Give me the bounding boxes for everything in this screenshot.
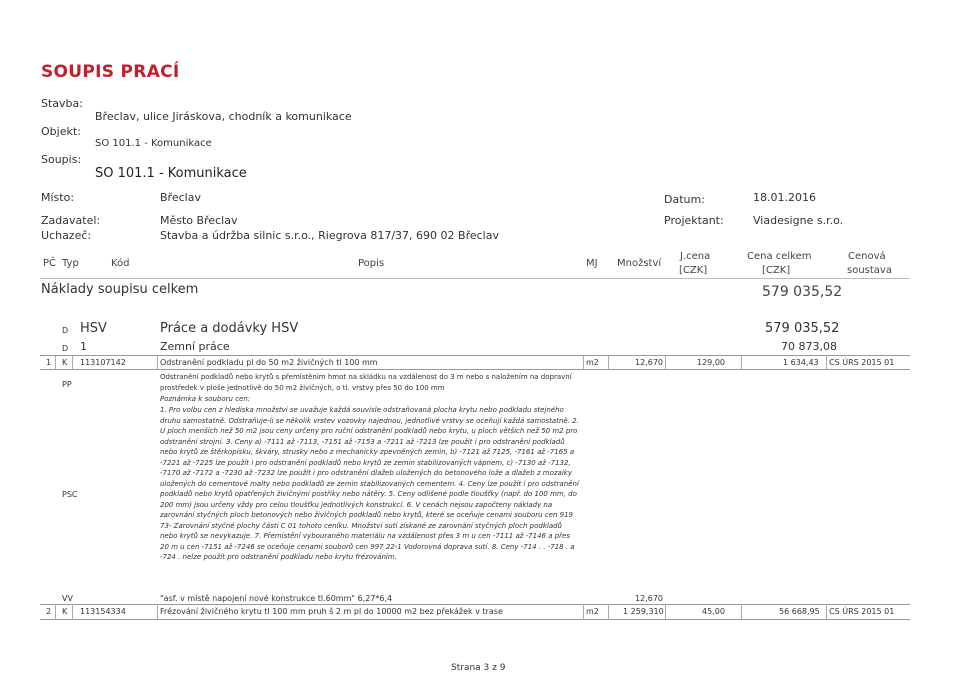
col-cena: Cena celkem — [747, 251, 812, 262]
pp-line1: Odstranění podkladů nebo krytů s přemístěním hmot na skládku na vzdálenost do 3 m nebo s naložením na dopravní — [160, 373, 572, 381]
objekt-value: SO 101.1 - Komunikace — [95, 138, 212, 149]
hsv-name: Práce a dodávky HSV — [160, 321, 299, 336]
misto-label: Místo: — [41, 191, 75, 204]
vv-label: VV — [62, 594, 73, 603]
vv-text: "asf. v místě napojení nové konstrukce tl.60mm" 6,27*6,4 — [160, 594, 393, 603]
item1-soustava: CS ÚRS 2015 01 — [829, 358, 895, 367]
naklady-label: Náklady soupisu celkem — [41, 282, 199, 297]
projektant-value: Viadesigne s.r.o. — [753, 214, 844, 227]
page-title: SOUPIS PRACÍ — [41, 62, 180, 82]
item1-pc: 1 — [46, 358, 52, 367]
hsv-d: D — [62, 326, 69, 335]
hsv-value: 579 035,52 — [765, 321, 840, 336]
zemni-d: D — [62, 344, 69, 353]
col-kod: Kód — [111, 258, 130, 269]
item1-kod: 113107142 — [80, 358, 126, 367]
col-soustava-1: Cenová — [848, 251, 886, 262]
psc-text: 1. Pro volbu cen z hlediska množství se uvažuje každá souvisle odstraňovaná plocha krytu nebo podkladu stejného druhu samostatně. Odstraňuje-li se několik vrstev vozovky najednou, jednotlivé vrstvy se oceňují každá samostatně. 2. U ploch menších než 50 m2 jsou ceny určeny pro ruční odstranění podkladů nebo krytu, u ploch větších než 50 m2 pro odstranění strojní. 3. Ceny a) -7111 až -7113, -7151 až -7153 a -7211 až -7213 lze použít i pro odstranění podkladů nebo krytů ze štěrkopísku, škváry, strusky nebo z mechanicky zpevněných zemin, b) -7121 až 7125, -7161 až -7165 a -7221 až -7225 lze použít i pro odstranění podkladů nebo krytů ze zemin stabilizovaných vápnem, c) -7130 až -7132, -7170 až -7172 a -7230 až -7232 lze použít i pro odstranění dlažeb uložených do betonového lože a dlažeb z mozaiky uložených do cementové malty nebo podkladů ze zemin stabilizovaných cementem. 4. Ceny lze použít i pro odstranění podkladů nebo krytů opatřených živičnými postřiky nebo nátěry. 5. Ceny odlišené podle tloušťky (např. do 100 mm, do 200 mm) jsou určeny vždy pro celou tloušťku jednotlivých konstrukcí. 6. V cenách nejsou započteny náklady na zarovnání styčných ploch betonových nebo živičných podkladů nebo krytů, které se oceňuje cenami souboru cen 919 73- Zarovnání styčné plochy části C 01 tohoto ceníku. Množství sutí získané ze zarovnání styčných ploch podkladů nebo krytů se nevykazuje. 7. Přemístění vybouraného materiálu na vzdálenost přes 3 m u cen -7111 až -7146 a přes 20 m u cen -7151 až -7246 se oceňuje cenami souborů cen 997 22-1 Vodorovná doprava sutí. 8. Ceny -714 . . -718 . a -724 . nelze použít pro odstranění podkladu nebo krytu frézováním. — [160, 406, 579, 561]
item1-jcena: 129,00 — [697, 358, 725, 367]
item2-cena: 56 668,95 — [779, 607, 820, 616]
item2-mnozstvi: 1 259,310 — [623, 607, 664, 616]
hsv-code: HSV — [80, 321, 107, 336]
naklady-value: 579 035,52 — [762, 284, 843, 300]
col-soustava-2: soustava — [847, 265, 892, 276]
item2-pc: 2 — [46, 607, 52, 616]
item1-mnozstvi: 12,670 — [635, 358, 663, 367]
item2-typ: K — [62, 607, 68, 616]
zemni-code: 1 — [80, 340, 87, 353]
objekt-label: Objekt: — [41, 125, 81, 138]
item2-popis: Frézování živičného krytu tl 100 mm pruh š 2 m pl do 10000 m2 bez překážek v trase — [160, 607, 503, 616]
item1-mj: m2 — [586, 358, 599, 367]
zemni-value: 70 873,08 — [781, 340, 837, 353]
page-number: Strana 3 z 9 — [451, 663, 506, 673]
zadavatel-label: Zadavatel: — [41, 214, 101, 227]
poznamka: Poznámka k souboru cen: — [160, 395, 251, 403]
zemni-name: Zemní práce — [160, 340, 230, 353]
item2-soustava: CS ÚRS 2015 01 — [829, 607, 895, 616]
col-cena-unit: [CZK] — [762, 265, 791, 276]
item1-popis: Odstranění podkladu pl do 50 m2 živičných tl 100 mm — [160, 358, 378, 367]
psc-label: PSC — [62, 490, 78, 499]
col-typ: Typ — [62, 258, 79, 269]
col-mj: MJ — [586, 258, 598, 269]
pp-line2: prostředek v ploše jednotlivě do 50 m2 živičných, o tl. vrstvy přes 50 do 100 mm — [160, 384, 445, 392]
col-jcena: J.cena — [680, 251, 711, 262]
item2-mj: m2 — [586, 607, 599, 616]
zadavatel-value: Město Břeclav — [160, 214, 238, 227]
datum-value: 18.01.2016 — [753, 191, 816, 204]
item1-cena: 1 634,43 — [783, 358, 819, 367]
item2-jcena: 45,00 — [702, 607, 725, 616]
soupis-value: SO 101.1 - Komunikace — [95, 166, 247, 181]
datum-label: Datum: — [664, 193, 705, 206]
vv-value: 12,670 — [635, 594, 663, 603]
uchazec-label: Uchazeč: — [41, 229, 92, 242]
item1-typ: K — [62, 358, 68, 367]
col-pc: PČ — [43, 258, 57, 269]
col-popis: Popis — [358, 258, 385, 269]
misto-value: Břeclav — [160, 191, 201, 204]
col-mnozstvi: Množství — [617, 258, 662, 269]
col-jcena-unit: [CZK] — [679, 265, 708, 276]
stavba-label: Stavba: — [41, 97, 83, 110]
pp-label: PP — [62, 380, 72, 389]
item2-kod: 113154334 — [80, 607, 126, 616]
uchazec-value: Stavba a údržba silnic s.r.o., Riegrova 817/37, 690 02 Břeclav — [160, 229, 499, 242]
stavba-value: Břeclav, ulice Jiráskova, chodník a komunikace — [95, 110, 352, 123]
projektant-label: Projektant: — [664, 214, 724, 227]
soupis-label: Soupis: — [41, 153, 82, 166]
